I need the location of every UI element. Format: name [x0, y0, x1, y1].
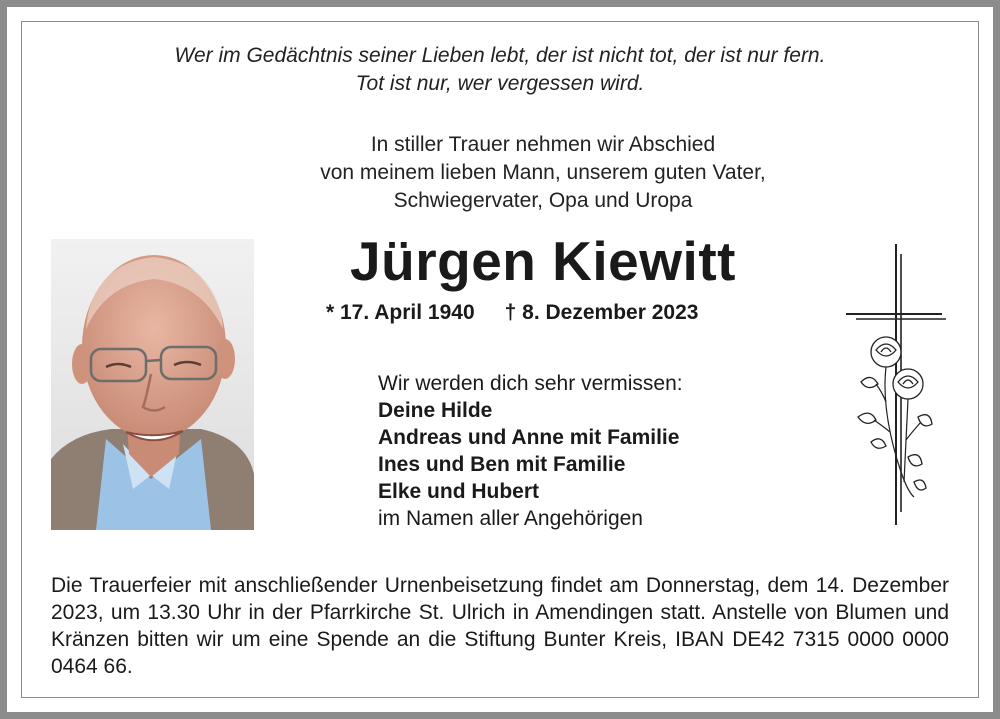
mourners-closing: im Namen aller Angehörigen: [378, 507, 643, 530]
mourners-list: [378, 370, 683, 532]
birth-date: * 17. April 1940: [326, 301, 475, 324]
portrait-illustration: [51, 239, 254, 530]
intro-line-2: von meinem lieben Mann, unserem guten Vater,: [320, 161, 766, 184]
notice-text: Die Trauerfeier mit anschließender Urnenbeisetzung findet am Donnerstag, dem 14. Dezember 2023, um 13.30 Uhr in der Pfarrkirche St. Ulrich in Amendingen statt. Anstelle von Blumen und Kränzen bitten wir um eine Spende an die Stiftung Bunter Kreis, IBAN DE42 7315 0000 0000 0464 66.: [51, 574, 949, 678]
life-dates: [326, 299, 698, 327]
portrait-photo: [51, 239, 254, 530]
deceased-name: Jürgen Kiewitt: [350, 230, 736, 292]
mourner-name: Andreas und Anne mit Familie: [378, 426, 680, 449]
mourner-name: Elke und Hubert: [378, 480, 540, 503]
intro-line-3: Schwiegervater, Opa und Uropa: [393, 189, 693, 212]
mourner-name: Deine Hilde: [378, 399, 493, 422]
epitaph-quote: [0, 42, 1000, 98]
intro-text: [243, 131, 843, 215]
intro-line-1: In stiller Trauer nehmen wir Abschied: [370, 133, 716, 156]
quote-line-1: Wer im Gedächtnis seiner Lieben lebt, der ist nicht tot, der ist nur fern.: [174, 44, 826, 67]
funeral-notice: [51, 572, 949, 680]
quote-line-2: Tot ist nur, wer vergessen wird.: [355, 72, 645, 95]
cross-drawing: [846, 242, 948, 527]
death-date: † 8. Dezember 2023: [504, 301, 699, 324]
mourner-name: Ines und Ben mit Familie: [378, 453, 626, 476]
cross-with-roses-icon: [846, 242, 948, 527]
mourners-lead: Wir werden dich sehr vermissen:: [378, 372, 683, 395]
